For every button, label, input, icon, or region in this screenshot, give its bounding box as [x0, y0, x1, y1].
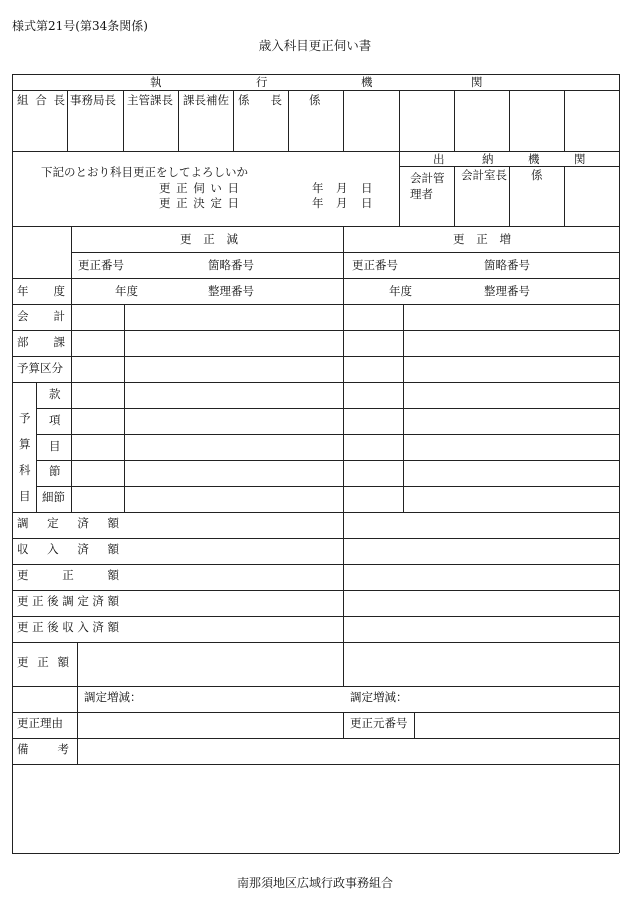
original-no-label: 更正元番号 [350, 716, 408, 730]
role-kakari: 係 [309, 93, 321, 107]
exec-heading-2: 行 [256, 75, 268, 89]
reason-field[interactable] [80, 712, 342, 736]
budget-item-ko: 項 [49, 413, 61, 427]
role-kaikei-kanrisha: 会計管理者 [410, 171, 445, 201]
reason-label: 更正理由 [17, 716, 63, 730]
budget-item-moku: 目 [49, 439, 61, 453]
original-no-field[interactable] [416, 712, 618, 736]
footer-organization: 南那須地区広域行政事務組合 [236, 876, 393, 890]
role-kaikeishitsucho: 会計室長 [461, 168, 507, 182]
inc-correction-no-label: 更正番号 [352, 258, 398, 272]
dec-serial-label: 整理番号 [208, 284, 254, 298]
decision-month: 月 [336, 196, 348, 210]
dec-abbrev-no-label: 箇略番号 [208, 258, 254, 272]
inc-abbrev-no-label: 箇略番号 [484, 258, 530, 272]
exec-heading-1: 執 [150, 75, 162, 89]
decision-date-label: 更 正 決 定 日 [159, 196, 239, 210]
inquiry-day: 日 [361, 181, 373, 195]
decision-day: 日 [361, 196, 373, 210]
exec-heading-4: 関 [471, 75, 483, 89]
row-yosan-kubun: 予算区分 [17, 361, 63, 375]
role-treasury-kakari: 係 [531, 168, 543, 182]
inc-year-label: 年度 [389, 284, 412, 298]
budget-item-group-label: 予算科目 [19, 411, 31, 503]
role-kumiaicho: 組 合 長 [17, 93, 65, 107]
row-kosei-go-shunyu: 更 正 後 収 入 済 額 [17, 620, 119, 634]
request-text: 下記のとおり科目更正をしてよろしいか [41, 165, 248, 179]
role-kachohosa: 課長補佐 [183, 93, 229, 107]
row-kaikei: 会 計 [17, 309, 65, 323]
row-bukka: 部 課 [17, 335, 65, 349]
correction-amount-label: 更 正 額 [17, 655, 69, 669]
decrease-heading: 更 正 減 [180, 232, 238, 246]
treasury-heading-1: 出 [433, 152, 445, 166]
treasury-heading-2: 納 [482, 152, 494, 166]
inquiry-month: 月 [336, 181, 348, 195]
decision-year: 年 [312, 196, 324, 210]
dec-correction-no-label: 更正番号 [78, 258, 124, 272]
budget-item-saisetsu: 細節 [42, 490, 65, 504]
inquiry-year: 年 [312, 181, 324, 195]
fiscal-year-row-label: 年 度 [17, 284, 65, 298]
inc-serial-label: 整理番号 [484, 284, 530, 298]
inc-adjust-change-label: 調定増減： [350, 690, 408, 704]
role-kakaricho: 係 長 [238, 93, 282, 107]
increase-heading: 更 正 増 [453, 232, 511, 246]
form-number: 様式第21号(第34条関係) [12, 19, 148, 33]
row-chotei-zumi: 調 定 済 額 [17, 516, 119, 530]
row-kosei-gaku: 更 正 額 [17, 568, 119, 582]
remarks-label: 備 考 [17, 742, 69, 756]
budget-item-setsu: 節 [49, 464, 61, 478]
treasury-heading-4: 関 [574, 152, 586, 166]
dec-adjust-change-label: 調定増減： [84, 690, 142, 704]
role-shukankacho: 主管課長 [127, 93, 173, 107]
row-shunyu-zumi: 収 入 済 額 [17, 542, 119, 556]
role-jimukyokucho: 事務局長 [70, 93, 116, 107]
inquiry-date-label: 更 正 伺 い 日 [159, 181, 239, 195]
treasury-heading-3: 機 [528, 152, 540, 166]
remarks-field[interactable] [80, 738, 618, 762]
budget-item-kan: 款 [49, 387, 61, 401]
dec-year-label: 年度 [115, 284, 138, 298]
exec-heading-3: 機 [361, 75, 373, 89]
row-kosei-go-chotei: 更 正 後 調 定 済 額 [17, 594, 119, 608]
page-title: 歳入科目更正伺い書 [258, 38, 372, 53]
